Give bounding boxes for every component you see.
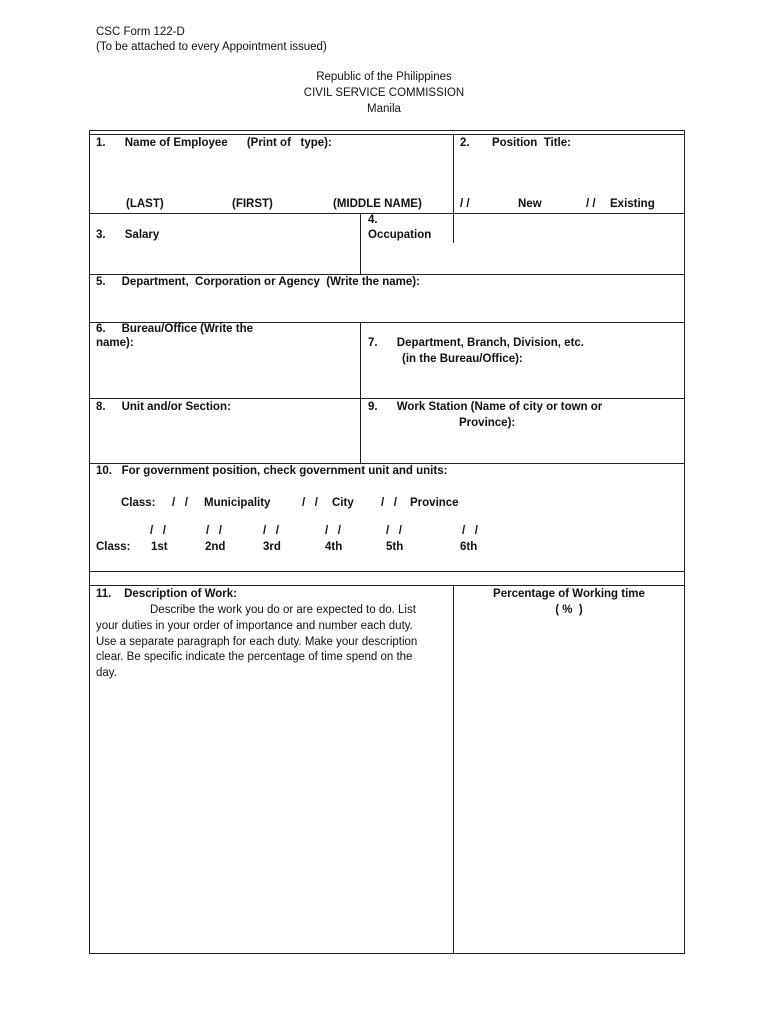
row-sep <box>89 274 685 275</box>
col-sep <box>453 134 454 214</box>
col-sep <box>453 213 454 243</box>
department-input[interactable] <box>96 292 676 320</box>
row-sep <box>89 213 685 214</box>
position-title-input[interactable] <box>460 155 678 195</box>
row-sep <box>89 585 685 586</box>
salary-input[interactable] <box>96 245 354 271</box>
new-checkbox[interactable]: / / <box>460 198 470 210</box>
class-4th-label: 4th <box>325 541 343 553</box>
class-2nd-checkbox[interactable]: / / <box>206 525 222 537</box>
field-4-number: 4. <box>368 214 378 226</box>
field-6-label-line2: name): <box>96 337 134 349</box>
table-border-top <box>89 130 685 131</box>
percentage-input[interactable] <box>460 625 678 947</box>
percentage-label: Percentage of Working time <box>493 588 645 600</box>
class-6th-checkbox[interactable]: / / <box>462 525 478 537</box>
col-sep <box>360 213 361 275</box>
city-checkbox[interactable]: / / <box>302 497 318 509</box>
bureau-office-input[interactable] <box>96 355 354 395</box>
field-11-instructions: Describe the work you do or are expected to do. List your duties in your order of importance and number each duty. Use a separate paragraph for each duty. Make your description clear. Be specific indicate the percentage of time spend on the day. <box>96 604 418 680</box>
field-9-label-line1: 9. Work Station (Name of city or town or <box>368 401 603 413</box>
class-1st-label: 1st <box>151 541 168 553</box>
municipality-label: Municipality <box>204 497 271 509</box>
field-2-label: 2. Position Title: <box>460 137 571 149</box>
field-1-last: (LAST) <box>126 198 164 210</box>
unit-section-input[interactable] <box>96 420 354 460</box>
existing-label: Existing <box>610 198 655 210</box>
class-5th-checkbox[interactable]: / / <box>386 525 402 537</box>
form-number: CSC Form 122-D <box>96 26 185 38</box>
field-3-label: 3. Salary <box>96 229 160 241</box>
republic-heading: Republic of the Philippines <box>316 71 452 83</box>
row-sep <box>89 398 685 399</box>
province-label: Province <box>410 497 459 509</box>
field-9-label-line2: Province): <box>459 417 516 429</box>
class-3rd-checkbox[interactable]: / / <box>263 525 279 537</box>
row-sep <box>89 463 685 464</box>
row-sep <box>89 571 685 572</box>
occupation-input[interactable] <box>368 245 678 271</box>
field-8-label: 8. Unit and/or Section: <box>96 401 231 413</box>
col-sep <box>453 585 454 954</box>
field-6-label-line1: 6. Bureau/Office (Write the <box>96 323 253 335</box>
field-7-label-line1: 7. Department, Branch, Division, etc. <box>368 337 585 349</box>
work-description-input[interactable] <box>96 690 446 948</box>
field-10-label: 10. For government position, check government unit and units: <box>96 465 448 477</box>
employee-name-input[interactable] <box>96 155 446 195</box>
city-label: City <box>332 497 354 509</box>
city-heading: Manila <box>367 103 401 115</box>
form-note: (To be attached to every Appointment issued) <box>96 41 327 53</box>
field-7-label-line2: (in the Bureau/Office): <box>402 353 523 365</box>
existing-checkbox[interactable]: / / <box>586 198 596 210</box>
field-11-label: 11. Description of Work: <box>96 588 238 600</box>
class-5th-label: 5th <box>386 541 404 553</box>
col-sep <box>360 322 361 463</box>
class-rank-label: Class: <box>96 541 131 553</box>
table-border-left <box>89 130 90 954</box>
class-1st-checkbox[interactable]: / / <box>150 525 166 537</box>
class-6th-label: 6th <box>460 541 478 553</box>
field-5-label: 5. Department, Corporation or Agency (Write the name): <box>96 276 420 288</box>
field-1-middle: (MIDDLE NAME) <box>333 198 422 210</box>
commission-heading: CIVIL SERVICE COMMISSION <box>303 87 465 99</box>
table-border-bottom <box>89 953 685 954</box>
division-input[interactable] <box>368 370 678 396</box>
field-1-first: (FIRST) <box>232 198 273 210</box>
table-border-top-inner <box>89 134 685 135</box>
class-2nd-label: 2nd <box>205 541 226 553</box>
table-border-right <box>684 130 685 954</box>
municipality-checkbox[interactable]: / / <box>172 497 188 509</box>
percentage-unit: ( % ) <box>555 604 583 616</box>
class-label: Class: <box>121 497 156 509</box>
class-4th-checkbox[interactable]: / / <box>325 525 341 537</box>
work-station-input[interactable] <box>368 436 678 460</box>
province-checkbox[interactable]: / / <box>381 497 397 509</box>
field-1-label: 1. Name of Employee (Print of type): <box>96 137 332 149</box>
class-3rd-label: 3rd <box>263 541 281 553</box>
new-label: New <box>518 198 542 210</box>
field-4-label: Occupation <box>368 229 432 241</box>
